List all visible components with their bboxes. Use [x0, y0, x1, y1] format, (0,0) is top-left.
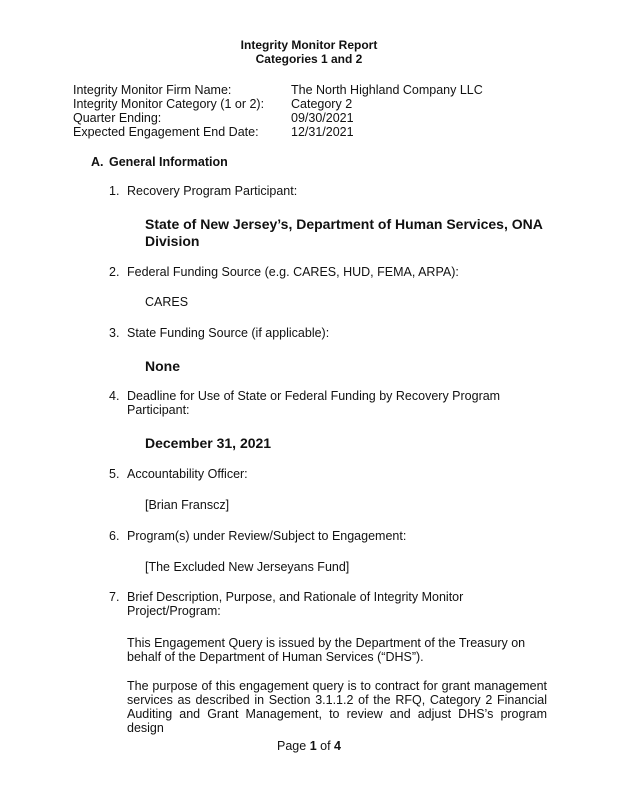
item-number: 2. — [109, 265, 120, 279]
meta-value-category: Category 2 — [291, 97, 353, 111]
item-answer: [Brian Franscz] — [145, 498, 230, 512]
meta-label-end-date: Expected Engagement End Date: — [73, 125, 259, 139]
item-label-continued: Project/Program: — [127, 604, 221, 618]
meta-label-category: Integrity Monitor Category (1 or 2): — [73, 97, 265, 111]
page-footer — [0, 739, 618, 753]
description-paragraph: This Engagement Query is issued by the Department of the Treasury on behalf of the Department of Human Services (“DHS”). — [127, 636, 526, 664]
item-number: 1. — [109, 184, 120, 198]
page-current: 1 — [309, 739, 317, 753]
item-label: Deadline for Use of State or Federal Funding by Recovery Program — [127, 389, 501, 403]
item-label: Recovery Program Participant: — [127, 184, 298, 198]
item-number: 6. — [109, 529, 120, 543]
item-number: 4. — [109, 389, 120, 403]
item-label-continued: Participant: — [127, 403, 190, 417]
section-title: General Information — [109, 155, 228, 169]
item-answer: December 31, 2021 — [145, 435, 272, 451]
meta-value-firm-name: The North Highland Company LLC — [291, 83, 483, 97]
meta-value-quarter-ending: 09/30/2021 — [291, 111, 354, 125]
page-total: 4 — [334, 739, 341, 753]
of-word: of — [320, 739, 331, 753]
report-title: Integrity Monitor Report — [240, 38, 378, 52]
report-subtitle: Categories 1 and 2 — [255, 52, 363, 66]
item-label: State Funding Source (if applicable): — [127, 326, 330, 340]
item-label: Federal Funding Source (e.g. CARES, HUD, FEMA, ARPA): — [127, 265, 459, 279]
item-answer-continued: Division — [145, 233, 200, 249]
item-label: Brief Description, Purpose, and Rationale of Integrity Monitor — [127, 590, 464, 604]
item-label: Accountability Officer: — [127, 467, 248, 481]
item-label: Program(s) under Review/Subject to Engagement: — [127, 529, 407, 543]
meta-label-quarter-ending: Quarter Ending: — [73, 111, 162, 125]
meta-label-firm-name: Integrity Monitor Firm Name: — [73, 83, 232, 97]
item-answer: State of New Jersey’s, Department of Human Services, ONA — [145, 216, 543, 232]
item-answer: [The Excluded New Jerseyans Fund] — [145, 560, 350, 574]
item-number: 5. — [109, 467, 120, 481]
item-answer: CARES — [145, 295, 189, 309]
purpose-paragraph: The purpose of this engagement query is to contract for grant management services as described in Section 3.1.1.2 of the RFQ, Category 2 Financial Auditing and Grant Management, to review and adjust DHS’s program design — [127, 679, 547, 735]
meta-value-end-date: 12/31/2021 — [291, 125, 354, 139]
item-number: 7. — [109, 590, 120, 604]
item-answer: None — [145, 358, 180, 374]
page-word: Page — [277, 739, 307, 753]
section-letter: A. — [91, 155, 104, 169]
item-number: 3. — [109, 326, 120, 340]
